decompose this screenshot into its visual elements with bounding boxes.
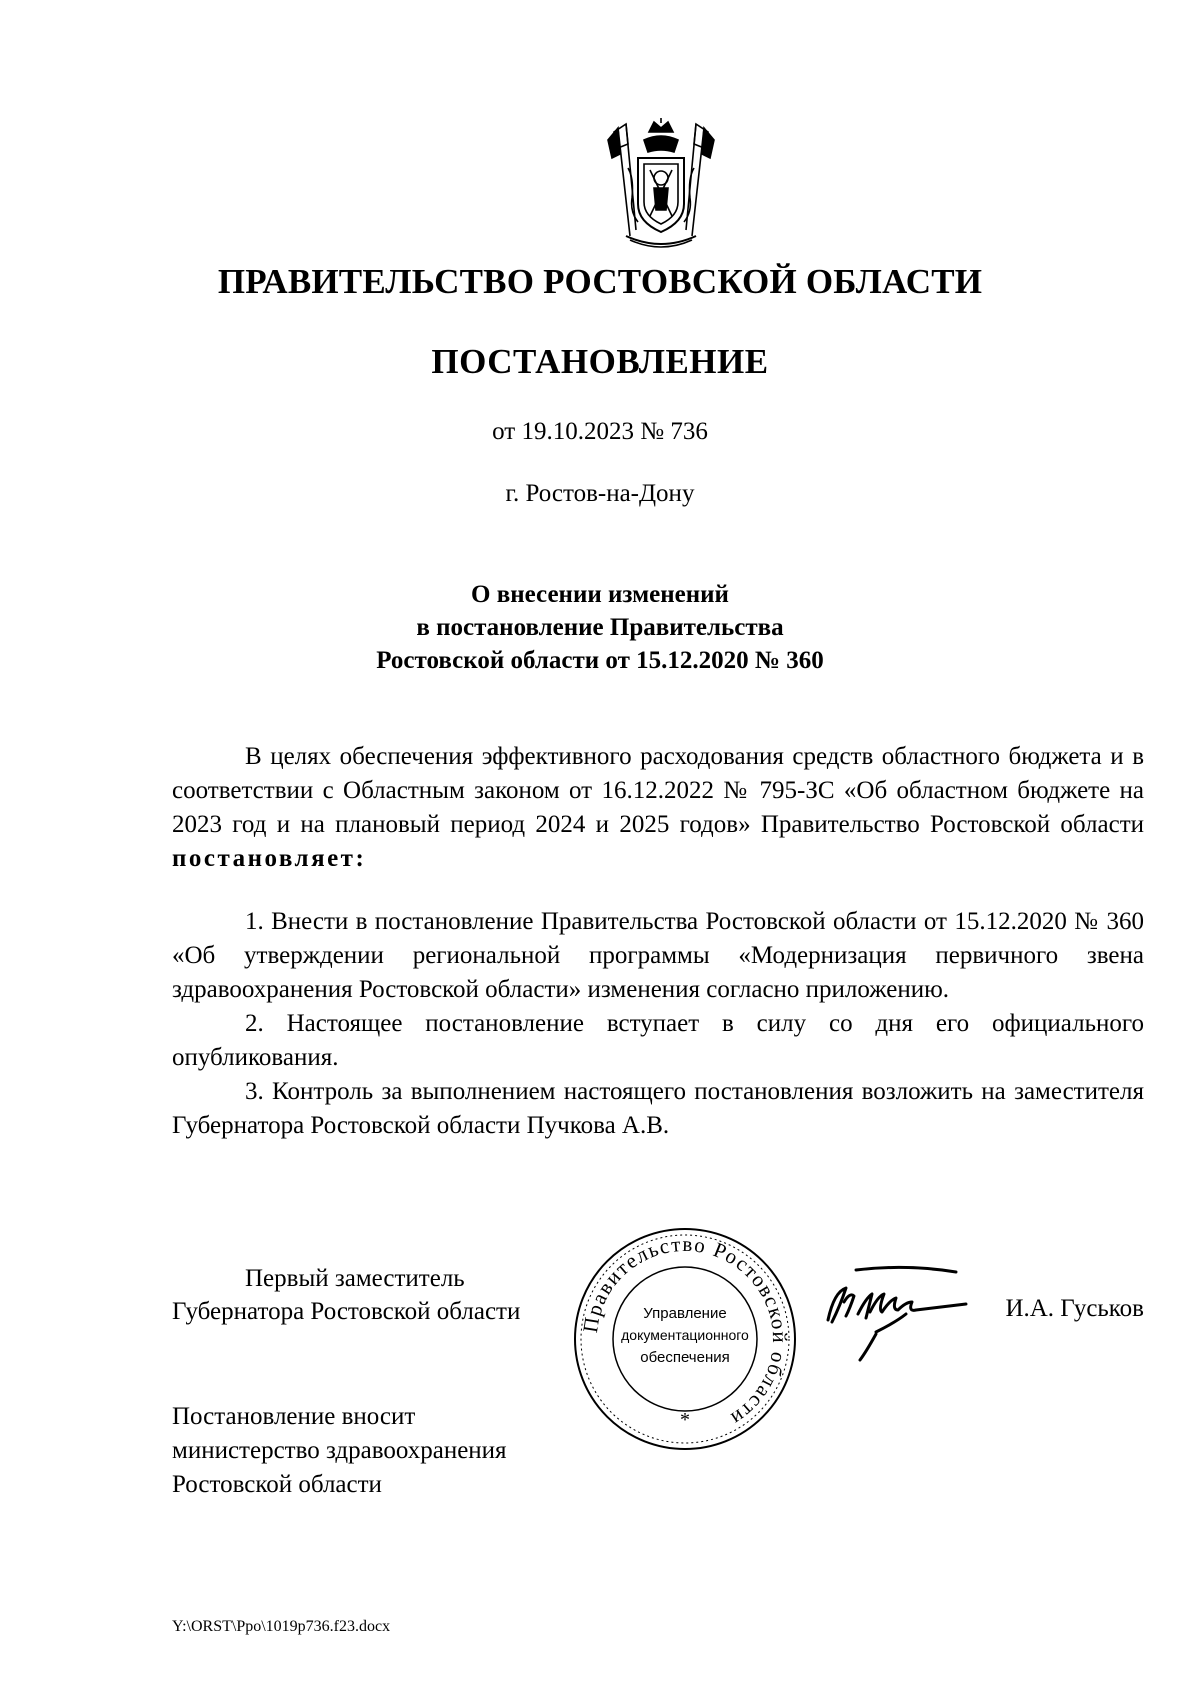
subject-line: О внесении изменений	[471, 581, 729, 608]
seal-inner-line: обеспечения	[640, 1349, 730, 1366]
document-subject	[0, 578, 1200, 677]
subject-line: Ростовской области от 15.12.2020 № 360	[376, 647, 824, 674]
coat-of-arms-icon	[604, 118, 718, 252]
document-city: г. Ростов-на-Дону	[505, 480, 695, 507]
preamble-paragraph	[172, 740, 1144, 876]
resolves-word: постановляет:	[172, 845, 367, 872]
subject-line: в постановление Правительства	[416, 614, 784, 641]
handwritten-signature-icon	[816, 1262, 986, 1372]
submitter-block	[172, 1400, 507, 1502]
resolution-item: 3. Контроль за выполнением настоящего постановления возложить на заместителя Губернатора Ростовской области Пучкова А.В.	[172, 1078, 1144, 1139]
seal-inner-line: Управление	[643, 1305, 727, 1322]
resolution-item: 1. Внести в постановление Правительства Ростовской области от 15.12.2020 № 360 «Об утверждении региональной программы «Модернизация первичного звена здравоохранения Ростовской области» изменения согласно приложению.	[172, 908, 1144, 1003]
resolution-items	[172, 905, 1144, 1143]
preamble	[172, 740, 1144, 876]
position-line: Губернатора Ростовской области	[172, 1298, 521, 1325]
submitter-line: министерство здравоохранения	[172, 1437, 507, 1464]
resolution-item: 2. Настоящее постановление вступает в силу со дня его официального опубликования.	[172, 1010, 1144, 1071]
seal-star: *	[680, 1409, 690, 1431]
official-seal-icon	[572, 1226, 798, 1452]
preamble-text: В целях обеспечения эффективного расходования средств областного бюджета и в соответствии с Областным законом от 16.12.2022 № 795-ЗС «Об областном бюджете на 2023 год и на плановый период 2024 и 2025 годов» Правительство Ростовской области	[172, 743, 1144, 838]
seal-ring-text: Правительство Ростовской области	[578, 1231, 793, 1432]
organization-title: ПРАВИТЕЛЬСТВО РОСТОВСКОЙ ОБЛАСТИ	[217, 262, 983, 301]
position-line: Первый заместитель	[245, 1265, 465, 1292]
submitter-line: Постановление вносит	[172, 1403, 416, 1430]
file-path-footer: Y:\ORST\Ppo\1019p736.f23.docx	[172, 1618, 391, 1635]
document-type: ПОСТАНОВЛЕНИЕ	[431, 342, 769, 381]
document-date-number: от 19.10.2023 № 736	[492, 418, 708, 445]
signatory-name: И.А. Гуськов	[1005, 1295, 1144, 1322]
signatory-position	[172, 1262, 520, 1328]
seal-inner-line: документационного	[621, 1327, 749, 1343]
submitter-line: Ростовской области	[172, 1471, 382, 1498]
